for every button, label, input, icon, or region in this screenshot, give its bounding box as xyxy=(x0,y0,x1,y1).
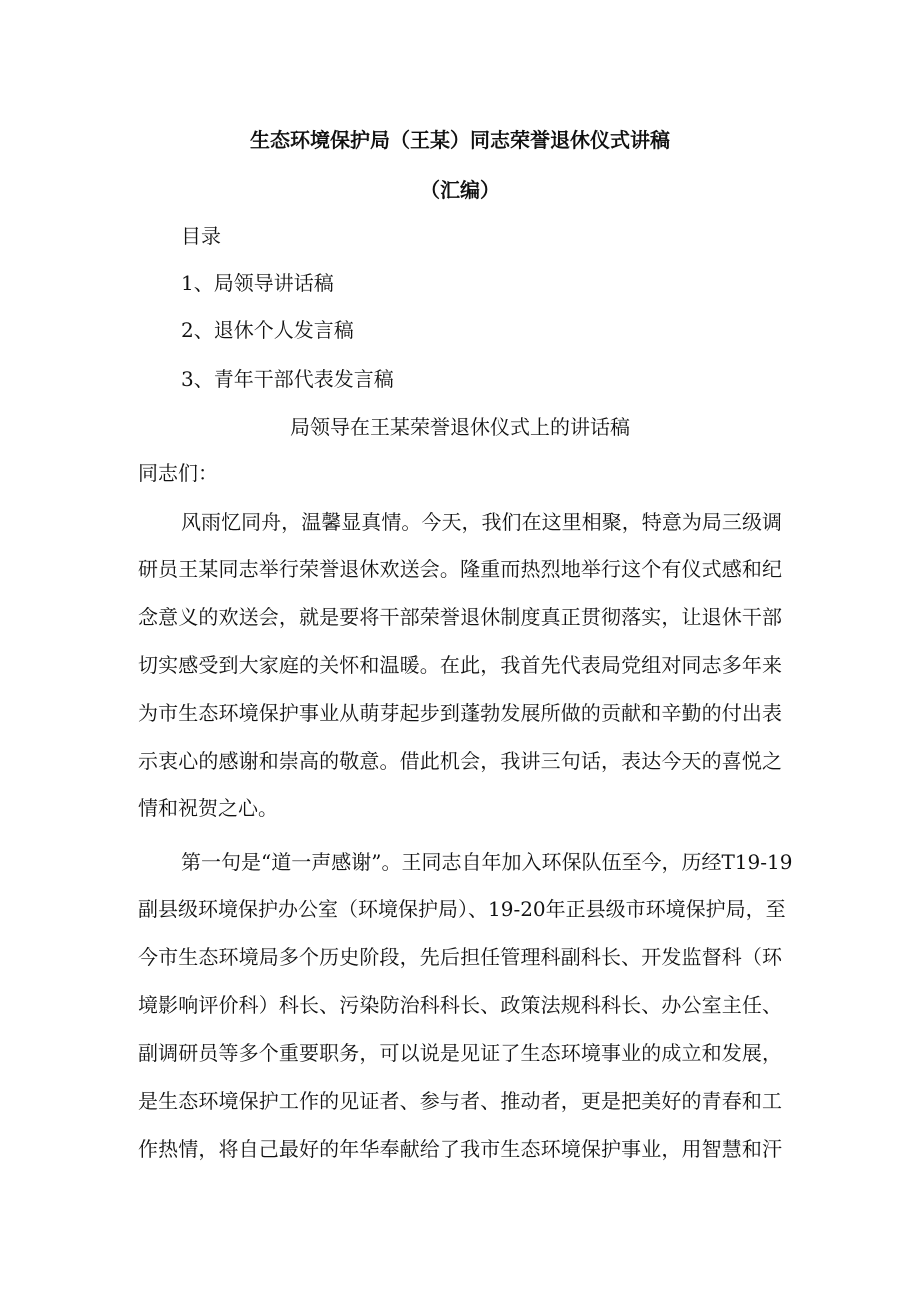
paragraph-line: 念意义的欢送会，就是要将干部荣誉退休制度真正贯彻落实，让退休干部 xyxy=(138,605,782,629)
toc-item: 1、局领导讲话稿 xyxy=(181,271,334,295)
salutation: 同志们： xyxy=(138,461,218,485)
toc-item: 2、退休个人发言稿 xyxy=(181,318,354,342)
paragraph-line: 境影响评价科）科长、污染防治科科长、政策法规科科长、办公室主任、 xyxy=(138,993,782,1017)
paragraph-line: 作热情，将自己最好的年华奉献给了我市生态环境保护事业，用智慧和汗 xyxy=(138,1137,782,1161)
paragraph-line: 研员王某同志举行荣誉退休欢送会。隆重而热烈地举行这个有仪式感和纪 xyxy=(138,557,782,581)
paragraph-line: 今市生态环境局多个历史阶段，先后担任管理科副科长、开发监督科（环 xyxy=(138,945,782,969)
paragraph-line: 副调研员等多个重要职务，可以说是见证了生态环境事业的成立和发展， xyxy=(138,1041,782,1065)
document-title: 生态环境保护局（王某）同志荣誉退休仪式讲稿 xyxy=(250,128,670,152)
paragraph-line: 副县级环境保护办公室（环境保护局）、19-20年正县级市环境保护局，至 xyxy=(138,897,786,921)
paragraph-line: 风雨忆同舟，温馨显真情。今天，我们在这里相聚，特意为局三级调 xyxy=(181,510,782,534)
paragraph-line: 是生态环境保护工作的见证者、参与者、推动者，更是把美好的青春和工 xyxy=(138,1089,782,1113)
toc-heading: 目录 xyxy=(181,224,221,248)
paragraph-line: 为市生态环境保护事业从萌芽起步到蓬勃发展所做的贡献和辛勤的付出表 xyxy=(138,701,782,725)
document-subtitle: （汇编） xyxy=(420,178,500,202)
section-title: 局领导在王某荣誉退休仪式上的讲话稿 xyxy=(290,415,630,439)
paragraph-line: 切实感受到大家庭的关怀和温暖。在此，我首先代表局党组对同志多年来 xyxy=(138,653,782,677)
paragraph-line: 第一句是“道一声感谢”。王同志自年加入环保队伍至今，历经T19-19 xyxy=(181,850,793,874)
toc-item: 3、青年干部代表发言稿 xyxy=(181,367,394,391)
paragraph-line: 示衷心的感谢和崇高的敬意。借此机会，我讲三句话，表达今天的喜悦之 xyxy=(138,749,782,773)
paragraph-line: 情和祝贺之心。 xyxy=(138,796,278,820)
